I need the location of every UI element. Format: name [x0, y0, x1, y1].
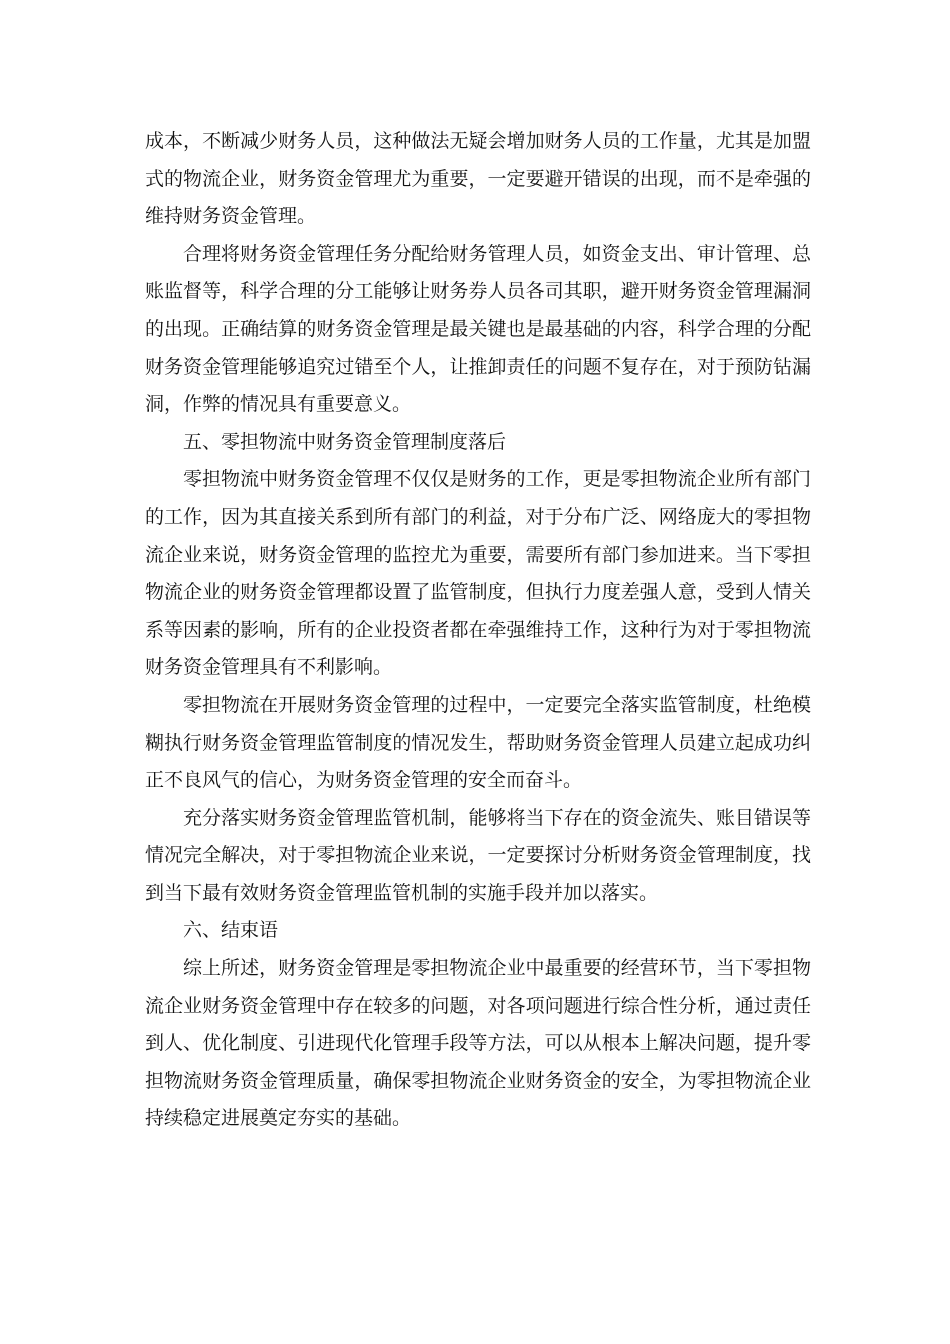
- paragraph: 零担物流中财务资金管理不仅仅是财务的工作，更是零担物流企业所有部门的工作，因为其直接关系到所有部门的利益，对于分布广泛、网络庞大的零担物流企业来说，财务资金管理的监控尤为重要，需要所有部门参加进来。当下零担物流企业的财务资金管理都设置了监管制度，但执行力度差强人意，受到人情关系等因素的影响，所有的企业投资者都在牵强维持工作，这种行为对于零担物流财务资金管理具有不利影响。: [145, 468, 811, 679]
- paragraph: 充分落实财务资金管理监管机制，能够将当下存在的资金流失、账目错误等情况完全解决，对于零担物流企业来说，一定要探讨分析财务资金管理制度，找到当下最有效财务资金管理监管机制的实施手段并加以落实。: [145, 806, 811, 904]
- paragraph: 零担物流在开展财务资金管理的过程中，一定要完全落实监管制度，杜绝模糊执行财务资金管理监管制度的情况发生，帮助财务资金管理人员建立起成功纠正不良风气的信心，为财务资金管理的安全而奋斗。: [145, 693, 811, 792]
- paragraph: 合理将财务资金管理任务分配给财务管理人员，如资金支出、审计管理、总账监督等，科学合理的分工能够让财务券人员各司其职，避开财务资金管理漏洞的出现。正确结算的财务资金管理是最关键也是最基础的内容，科学合理的分配财务资金管理能够追究过错至个人，让推卸责任的问题不复存在，对于预防钻漏洞，作弊的情况具有重要意义。: [145, 242, 811, 416]
- paragraph: 综上所述，财务资金管理是零担物流企业中最重要的经营环节，当下零担物流企业财务资金管理中存在较多的问题，对各项问题进行综合性分析，通过责任到人、优化制度、引进现代化管理手段等方法，可以从根本上解决问题，提升零担物流财务资金管理质量，确保零担物流企业财务资金的安全，为零担物流企业持续稳定进展奠定夯实的基础。: [145, 957, 811, 1130]
- document-body: [145, 123, 811, 1138]
- section-heading: 六、结束语: [183, 919, 279, 942]
- paragraph-continued: 成本，不断减少财务人员，这种做法无疑会增加财务人员的工作量，尤其是加盟式的物流企业，财务资金管理尤为重要，一定要避开错误的出现，而不是牵强的维持财务资金管理。: [145, 130, 811, 228]
- section-heading: 五、零担物流中财务资金管理制度落后: [183, 430, 507, 453]
